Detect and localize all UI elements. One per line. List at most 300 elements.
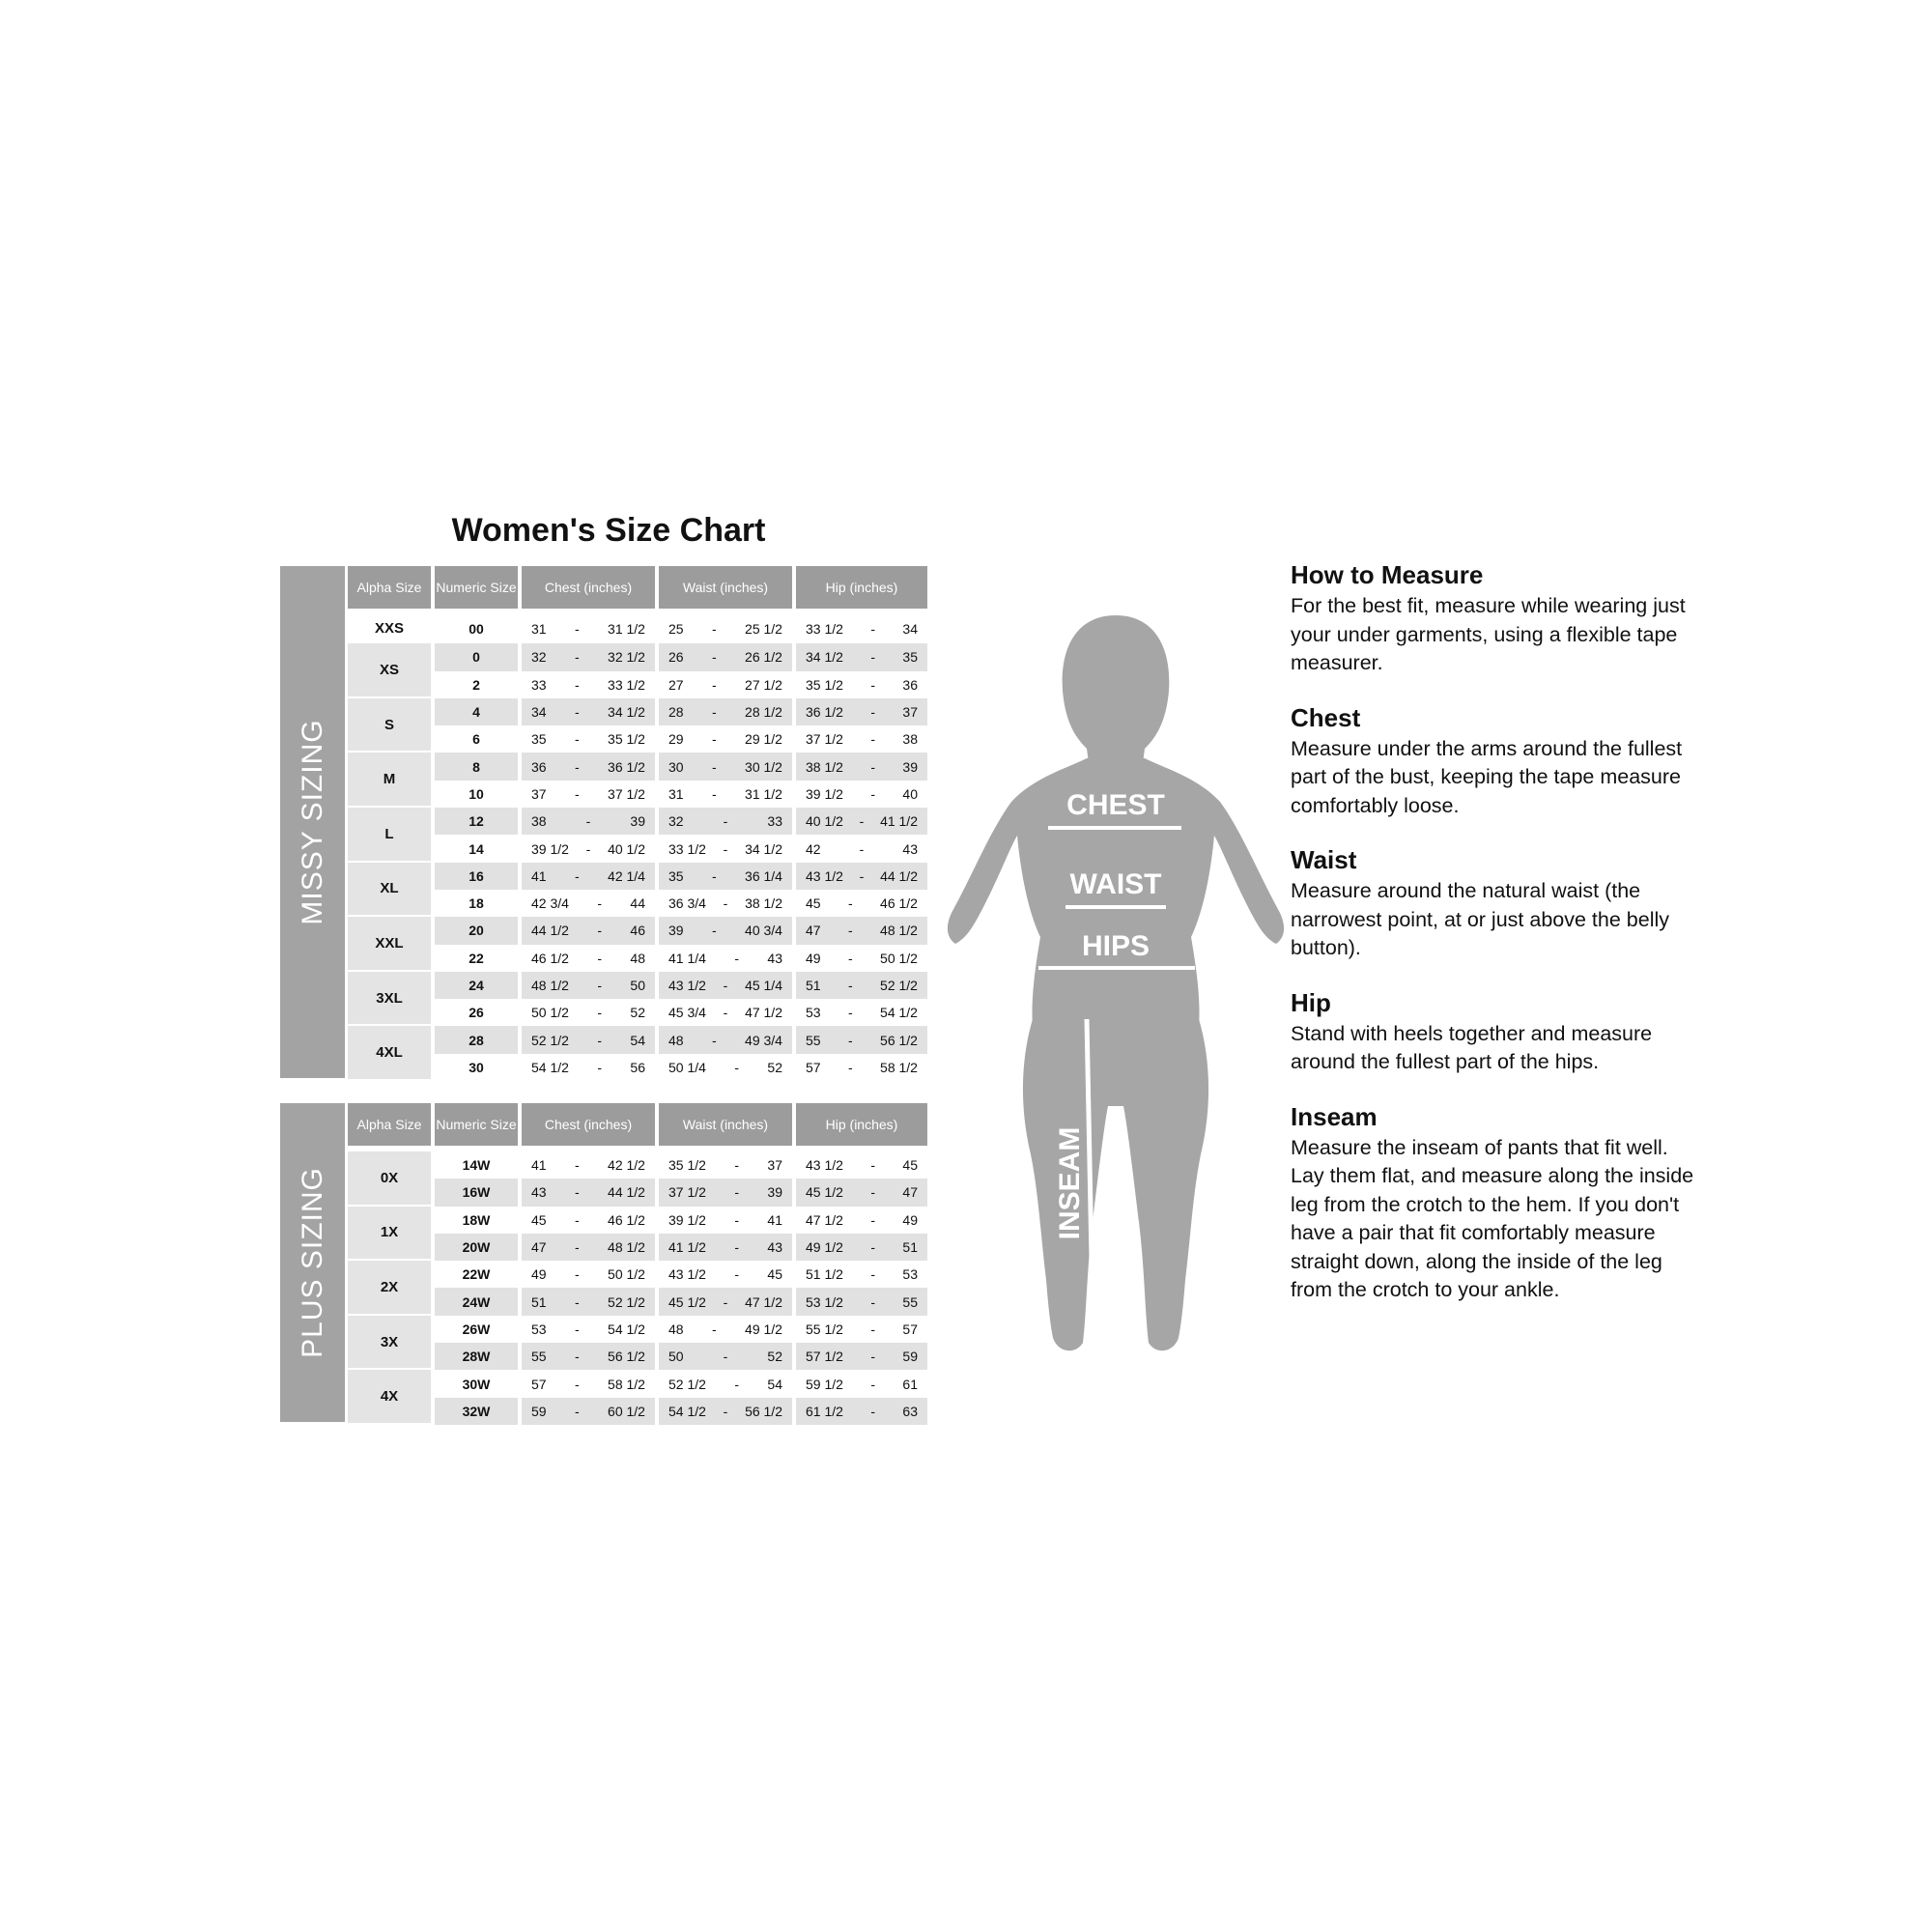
waist-min: 41 1/2	[668, 1239, 706, 1256]
waist-min: 45 1/2	[668, 1293, 706, 1310]
waist-range-cell	[659, 1179, 792, 1206]
waist-max: 45 1/4	[745, 978, 782, 993]
measure-instructions	[1291, 560, 1696, 1330]
waist-min: 48	[668, 1032, 684, 1048]
chest-range-cell	[522, 753, 655, 780]
alpha-size-cell: M	[348, 753, 431, 808]
waist-min: 45 3/4	[668, 1005, 706, 1021]
info-heading: Hip	[1291, 987, 1331, 1017]
waist-range-cell	[659, 1398, 792, 1425]
chest-max: 32 1/2	[608, 649, 645, 666]
alpha-size-cell: XS	[348, 643, 431, 698]
hip-max: 45	[902, 1157, 918, 1174]
numeric-size-cell: 14	[469, 840, 484, 857]
chest-range-cell	[522, 1316, 655, 1343]
chest-max: 35 1/2	[608, 731, 645, 748]
table-row	[348, 808, 927, 835]
table-row	[348, 1343, 927, 1370]
table-row	[348, 1261, 927, 1288]
numeric-size-cell: 32W	[435, 1398, 518, 1425]
hip-max: 56 1/2	[880, 1032, 918, 1048]
range-dash: -	[574, 649, 580, 666]
hip-min: 49	[806, 950, 821, 966]
chest-range-cell	[522, 1261, 655, 1288]
waist-max: 47 1/2	[745, 1293, 782, 1310]
waist-range-cell	[659, 972, 792, 999]
info-text: Stand with heels together and measure around the fullest part of the hips.	[1291, 1021, 1653, 1073]
chest-max: 58 1/2	[608, 1376, 645, 1392]
hip-max: 34	[902, 621, 918, 638]
hips-label: HIPS	[1081, 930, 1151, 962]
range-dash: -	[574, 867, 580, 884]
range-dash: -	[597, 978, 602, 993]
range-dash: -	[734, 1239, 739, 1256]
alpha-size-cell: 1X	[348, 1207, 431, 1262]
alpha-size-cell: L	[348, 808, 431, 863]
range-dash: -	[870, 1349, 875, 1365]
numeric-size-cell: 22	[469, 950, 484, 966]
chest-range-cell	[522, 1179, 655, 1206]
chest-min: 53	[531, 1321, 547, 1337]
chest-range-cell	[522, 698, 655, 725]
range-dash: -	[870, 1293, 875, 1310]
chest-max: 50	[630, 978, 645, 993]
range-dash: -	[870, 676, 875, 693]
range-dash: -	[870, 704, 875, 721]
range-dash: -	[870, 1321, 875, 1337]
chest-min: 48 1/2	[531, 978, 569, 993]
waist-range-cell	[659, 863, 792, 890]
waist-max: 43	[767, 1239, 782, 1256]
hip-max: 44 1/2	[880, 867, 918, 884]
chest-range-cell	[522, 890, 655, 917]
range-dash: -	[711, 621, 717, 638]
range-dash: -	[870, 758, 875, 775]
info-heading: Chest	[1291, 702, 1361, 732]
numeric-size-cell: 14W	[462, 1157, 491, 1174]
plus-sizing-label: PLUS SIZING	[296, 1167, 328, 1358]
range-dash: -	[870, 1157, 875, 1174]
hip-min: 34 1/2	[806, 649, 843, 666]
hip-max: 58 1/2	[880, 1059, 918, 1075]
numeric-size-cell: 6	[472, 731, 480, 748]
range-dash: -	[597, 895, 602, 912]
chest-range-cell	[522, 1288, 655, 1315]
chest-max: 34 1/2	[608, 704, 645, 721]
info-section-waist	[1291, 845, 1696, 963]
waist-min: 30	[668, 758, 684, 775]
waist-range-cell	[659, 1151, 792, 1179]
chest-range-cell	[522, 1370, 655, 1397]
hip-range-cell	[796, 1261, 927, 1288]
range-dash: -	[574, 758, 580, 775]
hip-min: 57	[806, 1059, 821, 1075]
hip-min: 51 1/2	[806, 1266, 843, 1283]
hip-range-cell	[796, 1398, 927, 1425]
header-alpha-size: Alpha Size	[348, 1103, 431, 1151]
range-dash: -	[711, 676, 717, 693]
hip-min: 37 1/2	[806, 731, 843, 748]
alpha-size-cell: XXL	[348, 917, 431, 972]
range-dash: -	[734, 1157, 739, 1174]
chest-range-cell	[522, 863, 655, 890]
hip-min: 49 1/2	[806, 1239, 843, 1256]
chest-min: 39 1/2	[531, 840, 569, 857]
hip-max: 54 1/2	[880, 1005, 918, 1021]
header-chest: Chest (inches)	[522, 1103, 655, 1151]
waist-range-cell	[659, 725, 792, 753]
waist-range-cell	[659, 1288, 792, 1315]
waist-range-cell	[659, 1054, 792, 1081]
range-dash: -	[734, 1211, 739, 1228]
numeric-size-cell: 4	[435, 698, 518, 725]
range-dash: -	[870, 1376, 875, 1392]
hip-max: 50 1/2	[880, 950, 918, 966]
chest-max: 33 1/2	[608, 676, 645, 693]
range-dash: -	[859, 867, 865, 884]
waist-min: 50 1/4	[668, 1059, 706, 1075]
range-dash: -	[870, 1211, 875, 1228]
hip-max: 48 1/2	[880, 923, 918, 939]
waist-min: 39	[668, 923, 684, 939]
waist-max: 30 1/2	[745, 758, 782, 775]
alpha-size-cell: 4X	[348, 1370, 431, 1425]
hip-max: 61	[902, 1376, 918, 1392]
range-dash: -	[574, 621, 580, 638]
hip-range-cell	[796, 863, 927, 890]
range-dash: -	[870, 785, 875, 802]
range-dash: -	[734, 1184, 739, 1201]
hip-max: 36	[902, 676, 918, 693]
waist-min: 31	[668, 785, 684, 802]
chest-max: 40 1/2	[608, 840, 645, 857]
hip-max: 49	[902, 1211, 918, 1228]
chest-range-cell	[522, 614, 655, 643]
chest-range-cell	[522, 835, 655, 862]
alpha-size-cell: 4XL	[348, 1026, 431, 1081]
range-dash: -	[585, 813, 591, 830]
chest-range-cell	[522, 1343, 655, 1370]
waist-min: 33 1/2	[668, 840, 706, 857]
hip-min: 53 1/2	[806, 1293, 843, 1310]
range-dash: -	[723, 1349, 728, 1365]
waist-max: 41	[767, 1211, 782, 1228]
table-row	[348, 1026, 927, 1053]
waist-range-cell	[659, 1234, 792, 1261]
table-row	[348, 1179, 927, 1206]
table-row	[348, 725, 927, 753]
waist-range-cell	[659, 1026, 792, 1053]
numeric-size-cell: 18	[469, 895, 484, 912]
chest-min: 41	[531, 867, 547, 884]
waist-max: 47 1/2	[745, 1005, 782, 1021]
hip-max: 47	[902, 1184, 918, 1201]
numeric-size-cell: 30	[469, 1059, 484, 1075]
waist-min: 36 3/4	[668, 895, 706, 912]
waist-max: 31 1/2	[745, 785, 782, 802]
chest-max: 42 1/2	[608, 1157, 645, 1174]
alpha-size-cell: S	[348, 698, 431, 753]
range-dash: -	[870, 1184, 875, 1201]
hip-range-cell	[796, 945, 927, 972]
table-row	[348, 1234, 927, 1261]
hip-range-cell	[796, 890, 927, 917]
info-text: Measure the inseam of pants that fit well. Lay them flat, and measure along the inside leg from the crotch to the hem. If you don't have a pair that fit comfortably measure straight down, along the inside of the leg from the crotch to your ankle.	[1291, 1135, 1694, 1301]
table-row	[348, 1207, 927, 1234]
range-dash: -	[711, 731, 717, 748]
range-dash: -	[870, 1239, 875, 1256]
waist-range-cell	[659, 781, 792, 808]
hip-range-cell	[796, 808, 927, 835]
numeric-size-cell: 16	[435, 863, 518, 890]
waist-range-cell	[659, 1316, 792, 1343]
waist-range-cell	[659, 671, 792, 698]
hip-range-cell	[796, 671, 927, 698]
waist-min: 26	[668, 649, 684, 666]
chest-min: 35	[531, 731, 547, 748]
chest-range-cell	[522, 643, 655, 670]
hip-min: 35 1/2	[806, 676, 843, 693]
chest-min: 43	[531, 1184, 547, 1201]
hip-min: 45 1/2	[806, 1184, 843, 1201]
chest-range-cell	[522, 1054, 655, 1081]
hip-range-cell	[796, 614, 927, 643]
numeric-size-cell: 26W	[462, 1321, 491, 1337]
chest-max: 60 1/2	[608, 1403, 645, 1419]
waist-range-cell	[659, 890, 792, 917]
info-text: Measure around the natural waist (the narrowest point, at or just above the belly button).	[1291, 879, 1669, 959]
chest-min: 33	[531, 676, 547, 693]
range-dash: -	[574, 1376, 580, 1392]
range-dash: -	[711, 649, 717, 666]
range-dash: -	[711, 867, 717, 884]
waist-range-cell	[659, 1207, 792, 1234]
alpha-size-cell: XXS	[348, 614, 431, 643]
waist-label: WAIST	[1069, 868, 1162, 900]
hip-max: 35	[902, 649, 918, 666]
hip-min: 57 1/2	[806, 1349, 843, 1365]
range-dash: -	[597, 1059, 602, 1075]
range-dash: -	[574, 1239, 580, 1256]
waist-min: 37 1/2	[668, 1184, 706, 1201]
table-row	[348, 781, 927, 808]
range-dash: -	[711, 923, 717, 939]
range-dash: -	[734, 950, 739, 966]
info-text: For the best fit, measure while wearing just your under garments, using a flexible tape measurer.	[1291, 594, 1686, 674]
chest-max: 37 1/2	[608, 785, 645, 802]
waist-min: 39 1/2	[668, 1211, 706, 1228]
range-dash: -	[847, 950, 853, 966]
waist-range-cell	[659, 1261, 792, 1288]
hip-max: 51	[902, 1239, 918, 1256]
alpha-size-cell: 2X	[348, 1261, 431, 1316]
chest-max: 48 1/2	[608, 1239, 645, 1256]
hip-min: 55 1/2	[806, 1321, 843, 1337]
chest-min: 37	[531, 785, 547, 802]
waist-min: 35	[668, 867, 684, 884]
hip-range-cell	[796, 1054, 927, 1081]
table-row	[348, 890, 927, 917]
waist-min: 41 1/4	[668, 950, 706, 966]
range-dash: -	[711, 1032, 717, 1048]
numeric-size-cell: 2	[472, 676, 480, 693]
chest-min: 51	[531, 1293, 547, 1310]
hip-range-cell	[796, 1151, 927, 1179]
chest-max: 42 1/4	[608, 867, 645, 884]
chest-range-cell	[522, 1234, 655, 1261]
numeric-size-cell: 24W	[435, 1288, 518, 1315]
waist-max: 52	[767, 1059, 782, 1075]
chest-range-cell	[522, 917, 655, 944]
range-dash: -	[597, 923, 602, 939]
range-dash: -	[574, 1403, 580, 1419]
range-dash: -	[723, 895, 728, 912]
hip-max: 53	[902, 1266, 918, 1283]
chest-max: 54 1/2	[608, 1321, 645, 1337]
range-dash: -	[859, 840, 865, 857]
hip-range-cell	[796, 972, 927, 999]
waist-min: 32	[668, 813, 684, 830]
chest-range-cell	[522, 945, 655, 972]
chest-range-cell	[522, 972, 655, 999]
waist-range-cell	[659, 1370, 792, 1397]
info-section-hip	[1291, 988, 1696, 1077]
hip-range-cell	[796, 698, 927, 725]
range-dash: -	[574, 1184, 580, 1201]
range-dash: -	[574, 1266, 580, 1283]
waist-min: 25	[668, 621, 684, 638]
hip-min: 43 1/2	[806, 1157, 843, 1174]
waist-range-cell	[659, 945, 792, 972]
range-dash: -	[574, 1349, 580, 1365]
waist-range-cell	[659, 698, 792, 725]
hip-max: 57	[902, 1321, 918, 1337]
info-heading: How to Measure	[1291, 560, 1484, 589]
waist-range-cell	[659, 1343, 792, 1370]
chest-max: 36 1/2	[608, 758, 645, 775]
range-dash: -	[734, 1266, 739, 1283]
numeric-size-cell: 28W	[435, 1343, 518, 1370]
waist-min: 27	[668, 676, 684, 693]
hip-max: 43	[902, 840, 918, 857]
waist-max: 29 1/2	[745, 731, 782, 748]
table-row	[348, 671, 927, 698]
table-row	[348, 753, 927, 780]
range-dash: -	[597, 1032, 602, 1048]
body-figure	[942, 604, 1290, 1377]
hip-min: 40 1/2	[806, 813, 843, 830]
range-dash: -	[734, 1376, 739, 1392]
waist-max: 34 1/2	[745, 840, 782, 857]
range-dash: -	[574, 704, 580, 721]
missy-header-row	[348, 566, 927, 614]
numeric-size-cell: 18W	[462, 1211, 491, 1228]
waist-min: 50	[668, 1349, 684, 1365]
table-row	[348, 863, 927, 890]
table-row	[348, 835, 927, 862]
chest-max: 52 1/2	[608, 1293, 645, 1310]
table-row	[348, 1288, 927, 1315]
chest-min: 54 1/2	[531, 1059, 569, 1075]
range-dash: -	[870, 649, 875, 666]
waist-min: 35 1/2	[668, 1157, 706, 1174]
chest-min: 34	[531, 704, 547, 721]
hip-min: 45	[806, 895, 821, 912]
chest-min: 36	[531, 758, 547, 775]
hip-min: 51	[806, 978, 821, 993]
table-row	[348, 1151, 927, 1179]
hip-max: 55	[902, 1293, 918, 1310]
chest-range-cell	[522, 781, 655, 808]
info-section-inseam	[1291, 1102, 1696, 1305]
numeric-size-cell: 16W	[435, 1179, 518, 1206]
chest-range-cell	[522, 999, 655, 1026]
inseam-label: INSEAM	[1054, 1126, 1086, 1240]
hip-max: 40	[902, 785, 918, 802]
header-numeric-size: Numeric Size	[435, 1103, 518, 1151]
chest-range-cell	[522, 1398, 655, 1425]
waist-max: 39	[767, 1184, 782, 1201]
range-dash: -	[870, 731, 875, 748]
chest-max: 54	[630, 1032, 645, 1048]
chest-max: 39	[630, 813, 645, 830]
numeric-size-cell: 30W	[462, 1376, 491, 1392]
chest-range-cell	[522, 725, 655, 753]
hip-min: 33 1/2	[806, 621, 843, 638]
missy-sizing-band	[280, 566, 345, 1078]
range-dash: -	[723, 978, 728, 993]
chest-min: 57	[531, 1376, 547, 1392]
range-dash: -	[574, 731, 580, 748]
waist-range-cell	[659, 835, 792, 862]
waist-max: 49 1/2	[745, 1321, 782, 1337]
table-row	[348, 999, 927, 1026]
range-dash: -	[723, 1005, 728, 1021]
plus-sizing-band	[280, 1103, 345, 1422]
header-hip: Hip (inches)	[796, 1103, 927, 1151]
hip-range-cell	[796, 1234, 927, 1261]
waist-max: 27 1/2	[745, 676, 782, 693]
range-dash: -	[711, 785, 717, 802]
hip-min: 39 1/2	[806, 785, 843, 802]
hip-range-cell	[796, 753, 927, 780]
hip-range-cell	[796, 725, 927, 753]
waist-max: 37	[767, 1157, 782, 1174]
chest-max: 52	[630, 1005, 645, 1021]
range-dash: -	[859, 813, 865, 830]
range-dash: -	[734, 1059, 739, 1075]
page-title: Women's Size Chart	[451, 512, 766, 549]
hip-range-cell	[796, 1026, 927, 1053]
waist-max: 33	[767, 813, 782, 830]
range-dash: -	[847, 978, 853, 993]
numeric-size-cell: 22W	[462, 1266, 491, 1283]
hip-range-cell	[796, 1370, 927, 1397]
range-dash: -	[574, 1293, 580, 1310]
chest-max: 46 1/2	[608, 1211, 645, 1228]
plus-table-body	[348, 1151, 927, 1425]
range-dash: -	[847, 1032, 853, 1048]
table-row	[348, 1370, 927, 1397]
hip-range-cell	[796, 1316, 927, 1343]
alpha-size-cell: 0X	[348, 1151, 431, 1207]
waist-max: 28 1/2	[745, 704, 782, 721]
alpha-size-cell: 3XL	[348, 972, 431, 1027]
table-row	[348, 945, 927, 972]
hip-range-cell	[796, 1179, 927, 1206]
chest-max: 48	[630, 950, 645, 966]
table-row	[348, 698, 927, 725]
